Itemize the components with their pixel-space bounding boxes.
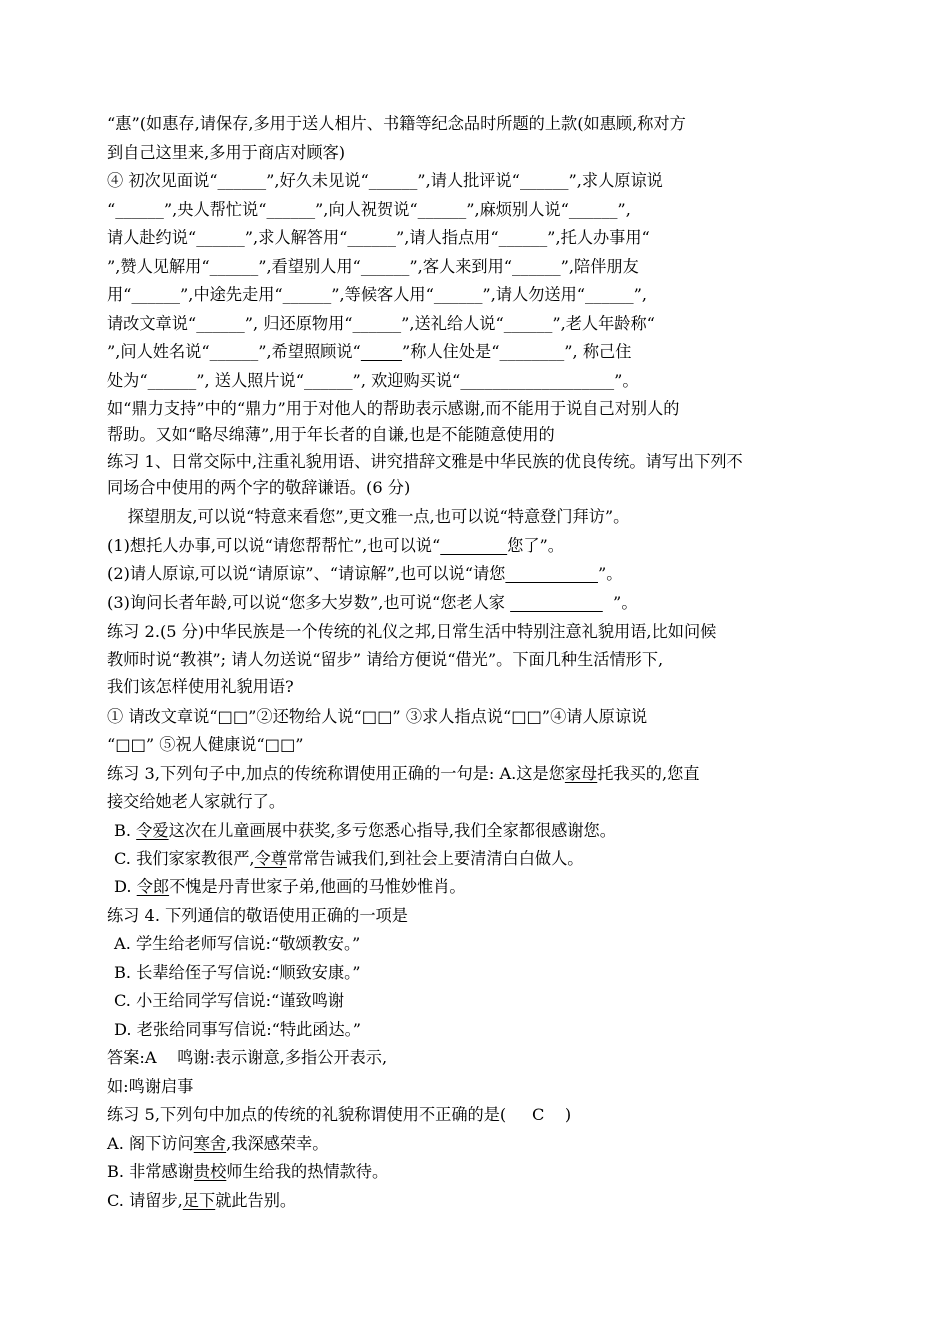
text-line bbox=[107, 1076, 852, 1098]
text-segment: 练习 5,下列句中加点的传统的礼貌称谓使用不正确的是( C ) bbox=[107, 1105, 572, 1124]
underlined-text bbox=[361, 342, 402, 361]
text-line bbox=[107, 370, 852, 392]
text-segment: ,我深感荣幸。 bbox=[226, 1134, 329, 1153]
text-line bbox=[107, 763, 852, 785]
underlined-text: 令尊 bbox=[254, 849, 287, 868]
text-line bbox=[107, 649, 852, 671]
text-line bbox=[107, 256, 852, 278]
text-segment: ”,问人姓名说“______”,希望照顾说“ bbox=[107, 342, 361, 361]
text-segment: 处为“______”, 送人照片说“______”, 欢迎购买说“___________________”。 bbox=[107, 371, 639, 390]
text-line bbox=[107, 227, 852, 249]
text-segment: ”,赞人见解用“______”,看望别人用“______”,客人来到用“______”,陪伴朋友 bbox=[107, 257, 639, 276]
text-segment: ④ 初次见面说“______”,好久未见说“______”,请人批评说“______”,求人原谅说 bbox=[107, 171, 663, 190]
text-line bbox=[107, 621, 852, 643]
text-line bbox=[107, 451, 852, 473]
text-segment: C. 小王给同学写信说:“谨致鸣谢 bbox=[114, 991, 345, 1010]
text-segment: 同场合中使用的两个字的敬辞谦语。(6 分) bbox=[107, 478, 411, 497]
text-segment: 练习 1、日常交际中,注重礼貌用语、讲究措辞文雅是中华民族的优良传统。请写出下列不 bbox=[107, 452, 743, 471]
text-line bbox=[114, 876, 859, 898]
text-line bbox=[107, 706, 852, 728]
text-segment: 到自己这里来,多用于商店对顾客) bbox=[107, 143, 346, 162]
text-line bbox=[114, 962, 859, 984]
underlined-text bbox=[510, 593, 603, 612]
underlined-text: 家母 bbox=[564, 764, 598, 783]
text-segment: “______”,央人帮忙说“______”,向人祝贺说“______”,麻烦别人说“______”, bbox=[107, 200, 631, 219]
underlined-text: 寒舍 bbox=[193, 1134, 227, 1153]
text-segment: ”。 bbox=[602, 593, 638, 612]
text-segment: 我们该怎样使用礼貌用语? bbox=[107, 677, 294, 696]
text-line bbox=[107, 284, 852, 306]
text-segment: 练习 3,下列句子中,加点的传统称谓使用正确的一句是: A.这是您 bbox=[107, 764, 565, 783]
text-segment: 师生给我的热情款待。 bbox=[226, 1162, 389, 1181]
text-segment: “□□” ⑤祝人健康说“□□” bbox=[107, 735, 304, 754]
underlined-text: 令郎 bbox=[136, 877, 170, 896]
text-line bbox=[114, 1019, 859, 1041]
text-segment: (1)想托人办事,可以说“请您帮帮忙”,也可以说“ bbox=[107, 536, 441, 555]
text-line bbox=[107, 791, 852, 813]
text-segment: 就此告别。 bbox=[215, 1191, 297, 1210]
text-segment: 用“______”,中途先走用“______”,等候客人用“______”,请人勿送用“______”, bbox=[107, 285, 648, 304]
text-segment: ① 请改文章说“□□”②还物给人说“□□” ③求人指点说“□□”④请人原谅说 bbox=[107, 707, 648, 726]
text-line bbox=[107, 1133, 852, 1155]
text-line bbox=[107, 199, 852, 221]
text-segment: 探望朋友,可以说“特意来看您”,更文雅一点,也可以说“特意登门拜访”。 bbox=[107, 507, 630, 526]
text-segment: B. 非常感谢 bbox=[107, 1162, 194, 1181]
text-line bbox=[114, 933, 859, 955]
text-line bbox=[114, 820, 859, 842]
text-segment: D. bbox=[114, 877, 137, 896]
text-segment: 教师时说“教祺”; 请人勿送说“留步” 请给方便说“借光”。下面几种生活情形下, bbox=[107, 650, 664, 669]
underlined-text: 贵校 bbox=[193, 1162, 227, 1181]
underlined-text: 令爱 bbox=[136, 821, 169, 840]
text-segment: 请人赴约说“______”,求人解答用“______”,请人指点用“______”,托人办事用“ bbox=[107, 228, 650, 247]
text-line bbox=[107, 477, 852, 499]
text-segment: 托我买的,您直 bbox=[597, 764, 700, 783]
text-line bbox=[107, 563, 852, 585]
text-line bbox=[107, 676, 852, 698]
text-line bbox=[107, 905, 852, 927]
text-segment: 练习 2.(5 分)中华民族是一个传统的礼仪之邦,日常生活中特别注意礼貌用语,比如问候 bbox=[107, 622, 717, 641]
text-segment: 答案:A 鸣谢:表示谢意,多指公开表示, bbox=[107, 1048, 388, 1067]
text-line bbox=[107, 398, 852, 420]
text-segment: ”称人住处是“________”, 称己住 bbox=[402, 342, 632, 361]
text-line bbox=[107, 535, 852, 557]
text-line bbox=[107, 341, 852, 363]
text-line bbox=[107, 113, 852, 135]
text-segment: A. 阁下访问 bbox=[107, 1134, 194, 1153]
text-segment: C. 请留步, bbox=[107, 1191, 183, 1210]
text-segment: (3)询问长者年龄,可以说“您多大岁数”,也可说“您老人家 bbox=[107, 593, 511, 612]
text-line bbox=[107, 170, 852, 192]
text-line bbox=[107, 313, 852, 335]
underlined-text bbox=[505, 564, 598, 583]
text-segment: 您了”。 bbox=[507, 536, 564, 555]
text-segment: 常常告诫我们,到社会上要清清白白做人。 bbox=[286, 849, 584, 868]
text-line bbox=[107, 1104, 852, 1126]
text-line bbox=[114, 848, 859, 870]
text-segment: 接交给她老人家就行了。 bbox=[107, 792, 286, 811]
underlined-text bbox=[440, 536, 507, 555]
text-line bbox=[107, 1047, 852, 1069]
text-segment: B. 长辈给侄子写信说:“顺致安康。” bbox=[114, 963, 361, 982]
text-line bbox=[107, 142, 852, 164]
text-line bbox=[107, 424, 852, 446]
text-segment: A. 学生给老师写信说:“敬颂教安。” bbox=[114, 934, 361, 953]
text-segment: ”。 bbox=[597, 564, 623, 583]
text-line bbox=[114, 990, 859, 1012]
text-line bbox=[107, 734, 852, 756]
text-segment: B. bbox=[114, 821, 137, 840]
text-segment: 帮助。又如“略尽绵薄”,用于年长者的自谦,也是不能随意使用的 bbox=[107, 425, 555, 444]
text-segment: 请改文章说“______”, 归还原物用“______”,送礼给人说“______”,老人年龄称“ bbox=[107, 314, 655, 333]
text-segment: D. 老张给同事写信说:“特此函达。” bbox=[114, 1020, 362, 1039]
text-segment: 如“鼎力支持”中的“鼎力”用于对他人的帮助表示感谢,而不能用于说自己对别人的 bbox=[107, 399, 680, 418]
text-line bbox=[107, 1190, 852, 1212]
text-segment: (2)请人原谅,可以说“请原谅”、“请谅解”,也可以说“请您 bbox=[107, 564, 506, 583]
text-segment: “惠”(如惠存,请保存,多用于送人相片、书籍等纪念品时所题的上款(如惠顾,称对方 bbox=[107, 114, 686, 133]
text-segment: 不愧是丹青世家子弟,他画的马惟妙惟肖。 bbox=[169, 877, 466, 896]
text-segment: C. 我们家家教很严, bbox=[114, 849, 255, 868]
text-line bbox=[107, 506, 852, 528]
text-line bbox=[107, 592, 852, 614]
text-line bbox=[107, 1161, 852, 1183]
text-segment: 这次在儿童画展中获奖,多亏您悉心指导,我们全家都很感谢您。 bbox=[168, 821, 616, 840]
text-segment: 练习 4. 下列通信的敬语使用正确的一项是 bbox=[107, 906, 408, 925]
text-segment: 如:鸣谢启事 bbox=[107, 1077, 194, 1096]
underlined-text: 足下 bbox=[182, 1191, 216, 1210]
